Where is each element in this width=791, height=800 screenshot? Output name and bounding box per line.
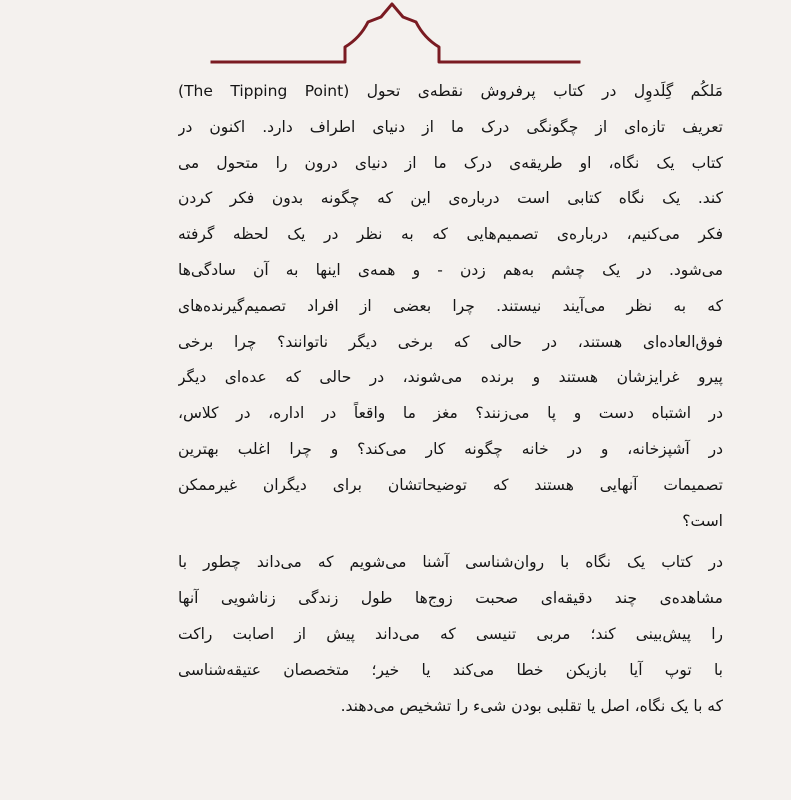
text-line: تصمیمات آنهایی هستند که توضیحاتشان برای دیگران غیرممکن [178, 475, 723, 494]
text-line: فوق‌العاده‌ای هستند، در حالی که برخی دیگر ناتوانند؟ چرا برخی [178, 332, 723, 351]
text-line: تعریف تازه‌ای از چگونگی درک ما از دنیای اطراف دارد. اکنون در [178, 117, 723, 136]
paragraph-1 [178, 74, 723, 539]
text-line: که با یک نگاه، اصل یا تقلبی بودن شیء را تشخیص می‌دهند. [340, 696, 723, 715]
text-line: در اشتباه دست و پا می‌زنند؟ مغز ما واقعاً در اداره، در کلاس، [178, 404, 723, 423]
text-line: فکر می‌کنیم، درباره‌ی تصمیم‌هایی که به نظر در یک لحظه گرفته [178, 225, 723, 244]
text-line: پیرو غرایزشان هستند و برنده می‌شوند، در حالی که عده‌ای دیگر [178, 368, 723, 387]
text-line: مشاهده‌ی چند دقیقه‌ای صحبت زوج‌ها طول زندگی زناشویی آنها [178, 589, 723, 608]
text-line: است؟ [682, 511, 723, 530]
text-line: را پیش‌بینی کند؛ مربی تنیسی که می‌داند پیش از اصابت راکت [178, 624, 723, 643]
text-line: در آشپزخانه، و در خانه چگونه کار می‌کند؟ و چرا اغلب بهترین [178, 439, 723, 458]
text-line: کند. یک نگاه کتابی است درباره‌ی این که چگونه بدون فکر کردن [178, 189, 723, 208]
paragraph-2 [178, 545, 723, 724]
text-line: که به نظر می‌آیند نیستند. چرا بعضی از افراد تصمیم‌گیرنده‌های [178, 296, 723, 315]
arch-ornament-icon [0, 0, 791, 70]
back-cover-text [178, 74, 723, 724]
text-line: مَلکُم گِلَدوِل در کتاب پرفروش نقطه‌ی تحول (The Tipping Point) [178, 82, 723, 100]
text-line: کتاب یک نگاه، او طریقه‌ی درک ما از دنیای درون را متحول می [178, 153, 723, 172]
text-line: می‌شود. در یک چشم به‌هم زدن - و همه‌ی اینها به آن سادگی‌ها [178, 260, 723, 279]
text-line: در کتاب یک نگاه با روان‌شناسی آشنا می‌شویم که می‌داند چطور با [178, 553, 723, 572]
text-line: با توپ آیا بازیکن خطا می‌کند یا خیر؛ متخصصان عتیقه‌شناسی [178, 660, 723, 679]
